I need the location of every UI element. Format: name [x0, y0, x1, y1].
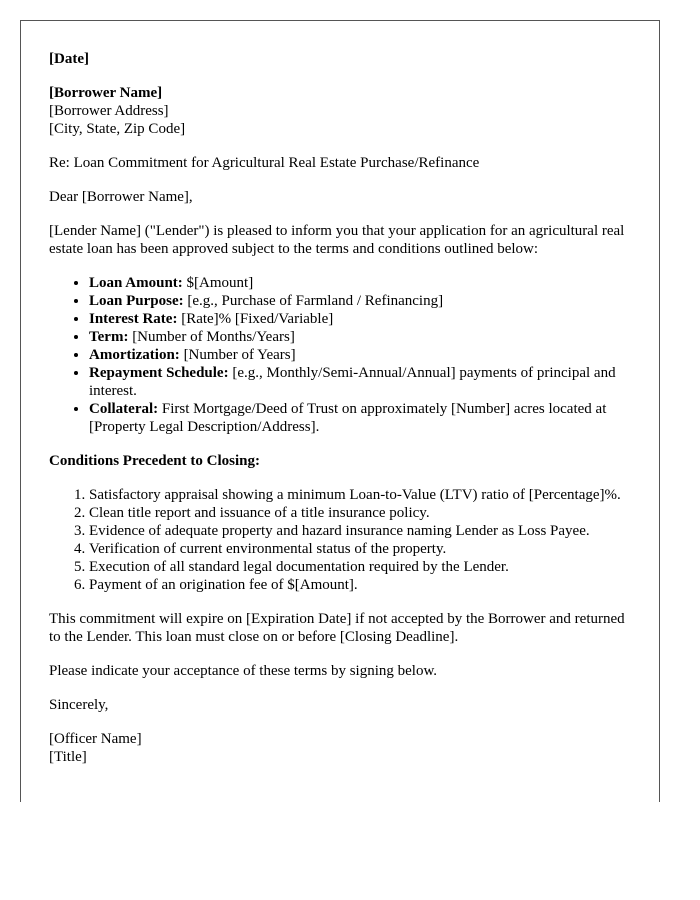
term-item	[89, 274, 631, 292]
term-label: Collateral:	[89, 401, 159, 417]
salutation-block	[49, 188, 631, 206]
term-value: First Mortgage/Deed of Trust on approximately [Number] acres located at [Property Legal Description/Address].	[89, 401, 607, 435]
subject-block	[49, 154, 631, 172]
expiration-block	[49, 610, 631, 646]
term-label: Interest Rate:	[89, 311, 178, 327]
term-item	[89, 310, 631, 328]
letter-page	[20, 20, 660, 802]
complimentary-close: Sincerely,	[49, 697, 109, 713]
borrower-address: [Borrower Address]	[49, 103, 169, 119]
term-label: Amortization:	[89, 347, 180, 363]
term-value: [Number of Months/Years]	[128, 329, 295, 345]
term-item	[89, 328, 631, 346]
term-value: [e.g., Purchase of Farmland / Refinancing]	[183, 293, 444, 309]
borrower-name: [Borrower Name]	[49, 85, 163, 101]
loan-terms-list	[49, 274, 631, 436]
condition-item: 5. Execution of all standard legal documentation required by the Lender.	[89, 558, 631, 576]
intro-paragraph: [Lender Name] ("Lender") is pleased to inform you that your application for an agricultural real estate loan has been approved subject to the terms and conditions outlined below:	[49, 223, 625, 257]
salutation: Dear [Borrower Name],	[49, 189, 193, 205]
intro-block	[49, 222, 631, 258]
term-item	[89, 400, 631, 436]
term-value: [Number of Years]	[179, 347, 296, 363]
closing-block	[49, 696, 631, 714]
condition-item: 1. Satisfactory appraisal showing a minimum Loan-to-Value (LTV) ratio of [Percentage]%.	[89, 486, 631, 504]
acceptance-block	[49, 662, 631, 680]
borrower-city-state-zip: [City, State, Zip Code]	[49, 121, 186, 137]
conditions-heading: Conditions Precedent to Closing:	[49, 453, 260, 469]
expiration-paragraph: This commitment will expire on [Expiration Date] if not accepted by the Borrower and returned to the Lender. This loan must close on or before [Closing Deadline].	[49, 611, 625, 645]
term-value: [Rate]% [Fixed/Variable]	[177, 311, 334, 327]
term-label: Loan Amount:	[89, 275, 183, 291]
officer-name: [Officer Name]	[49, 731, 142, 747]
term-label: Loan Purpose:	[89, 293, 184, 309]
term-item	[89, 346, 631, 364]
letter-date: [Date]	[49, 51, 89, 67]
signature-block	[49, 730, 631, 766]
re-line: Re: Loan Commitment for Agricultural Real Estate Purchase/Refinance	[49, 155, 480, 171]
acceptance-paragraph: Please indicate your acceptance of these terms by signing below.	[49, 663, 438, 679]
conditions-list	[49, 486, 631, 594]
term-item	[89, 292, 631, 310]
condition-item: 3. Evidence of adequate property and hazard insurance naming Lender as Loss Payee.	[89, 522, 631, 540]
term-label: Repayment Schedule:	[89, 365, 229, 381]
term-value: $[Amount]	[182, 275, 254, 291]
date-block	[49, 50, 631, 68]
term-value: [e.g., Monthly/Semi-Annual/Annual] payments of principal and interest.	[89, 365, 616, 399]
condition-item: 4. Verification of current environmental status of the property.	[89, 540, 631, 558]
term-label: Term:	[89, 329, 129, 345]
condition-item: 6. Payment of an origination fee of $[Amount].	[89, 576, 631, 594]
term-item	[89, 364, 631, 400]
recipient-address-block	[49, 84, 631, 138]
condition-item: 2. Clean title report and issuance of a title insurance policy.	[89, 504, 631, 522]
officer-title: [Title]	[49, 749, 87, 765]
